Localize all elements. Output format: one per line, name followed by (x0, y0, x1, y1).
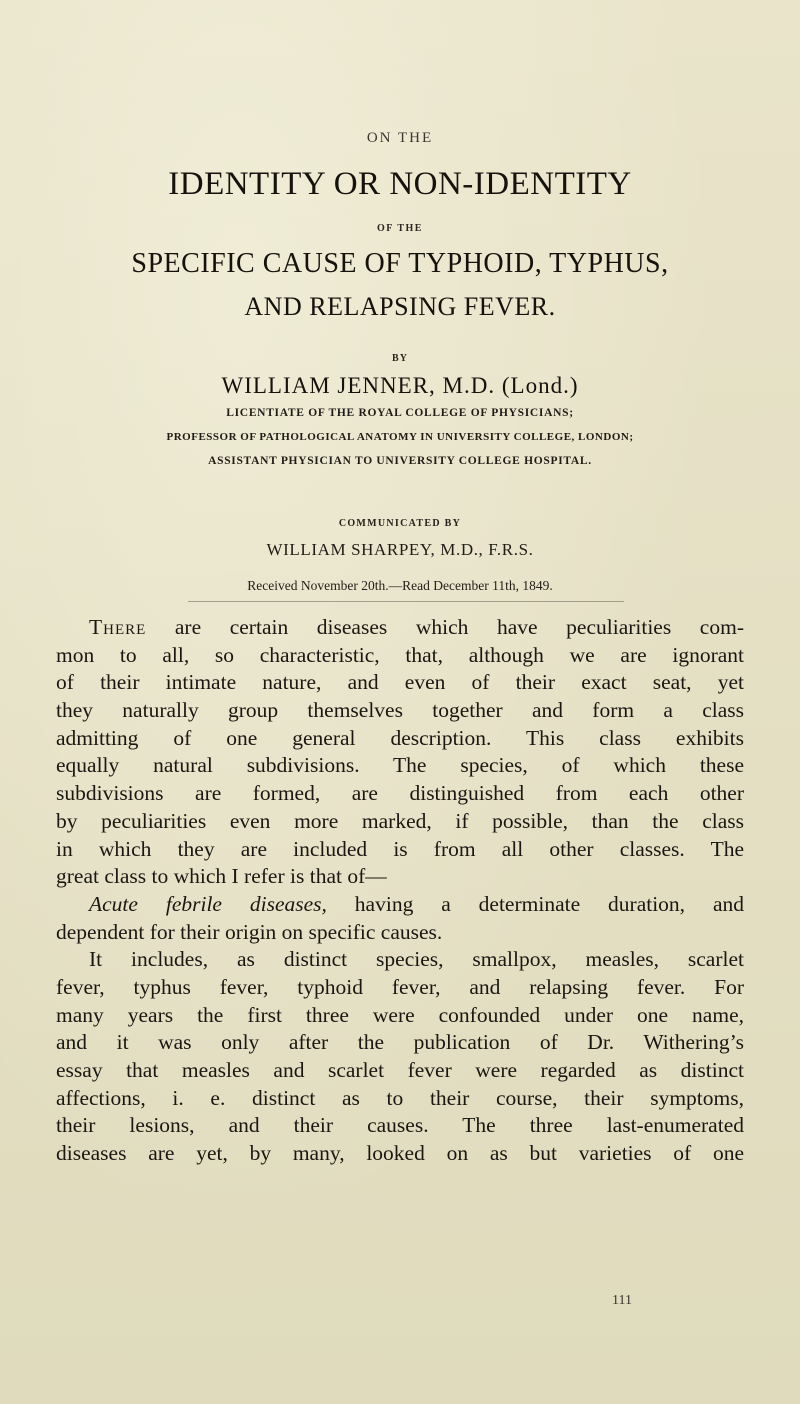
body-line: mon to all, so characteristic, that, although we are ignorant (56, 642, 744, 667)
title-connector: OF THE (377, 223, 423, 234)
body-line: There are certain diseases which have peculiarities com- (89, 615, 744, 639)
body-line: dependent for their origin on specific causes. (56, 919, 443, 944)
body-line: and it was only after the publication of Dr. Withering’s (56, 1030, 744, 1055)
author-name: WILLIAM JENNER, M.D. (Lond.) (221, 373, 579, 398)
main-title-line-3: AND RELAPSING FEVER. (244, 292, 556, 321)
main-title-line-1: IDENTITY OR NON-IDENTITY (168, 166, 632, 202)
author-credential: ASSISTANT PHYSICIAN TO UNIVERSITY COLLEGE HOSPITAL. (208, 455, 592, 467)
communicator-name: WILLIAM SHARPEY, M.D., F.R.S. (266, 540, 534, 559)
page-number: 111 (612, 1293, 632, 1308)
body-line: of their intimate nature, and even of their exact seat, yet (56, 670, 744, 695)
communicated-by-label: COMMUNICATED BY (338, 518, 462, 529)
received-date-note: Received November 20th.—Read December 11th, 1849. (247, 578, 553, 593)
by-label: BY (392, 353, 408, 364)
body-line: diseases are yet, by many, looked on as but varieties of one (56, 1141, 744, 1166)
body-line: It includes, as distinct species, smallpox, measles, scarlet (89, 947, 744, 972)
body-line: many years the first three were confounded under one name, (56, 1002, 744, 1027)
body-line: in which they are included is from all other classes. The (56, 836, 744, 861)
body-line: essay that measles and scarlet fever were regarded as distinct (56, 1058, 744, 1082)
body-line: fever, typhus fever, typhoid fever, and relapsing fever. For (56, 974, 744, 999)
italic-phrase: Acute febrile diseases, (89, 891, 327, 916)
opening-word: There (89, 615, 147, 639)
body-line: great class to which I refer is that of— (56, 864, 387, 889)
divider-rule (188, 601, 624, 602)
author-credential: LICENTIATE OF THE ROYAL COLLEGE OF PHYSICIANS; (226, 407, 574, 419)
body-line: subdivisions are formed, are distinguished from each other (56, 781, 744, 806)
body-line: affections, i. e. distinct as to their course, their symptoms, (56, 1085, 744, 1110)
body-line: equally natural subdivisions. The species, of which these (56, 753, 744, 778)
body-line: they naturally group themselves together and form a class (56, 698, 744, 723)
body-line: Acute febrile diseases, having a determinate duration, and (89, 891, 744, 916)
main-title-line-2: SPECIFIC CAUSE OF TYPHOID, TYPHUS, (131, 248, 669, 279)
article-body (56, 614, 744, 1168)
body-line: by peculiarities even more marked, if possible, than the class (56, 808, 744, 833)
body-line: their lesions, and their causes. The three last-enumerated (56, 1113, 744, 1138)
body-line: admitting of one general description. This class exhibits (56, 725, 744, 750)
title-prefix: ON THE (366, 130, 434, 146)
author-credential: PROFESSOR OF PATHOLOGICAL ANATOMY IN UNIVERSITY COLLEGE, LONDON; (166, 431, 634, 443)
